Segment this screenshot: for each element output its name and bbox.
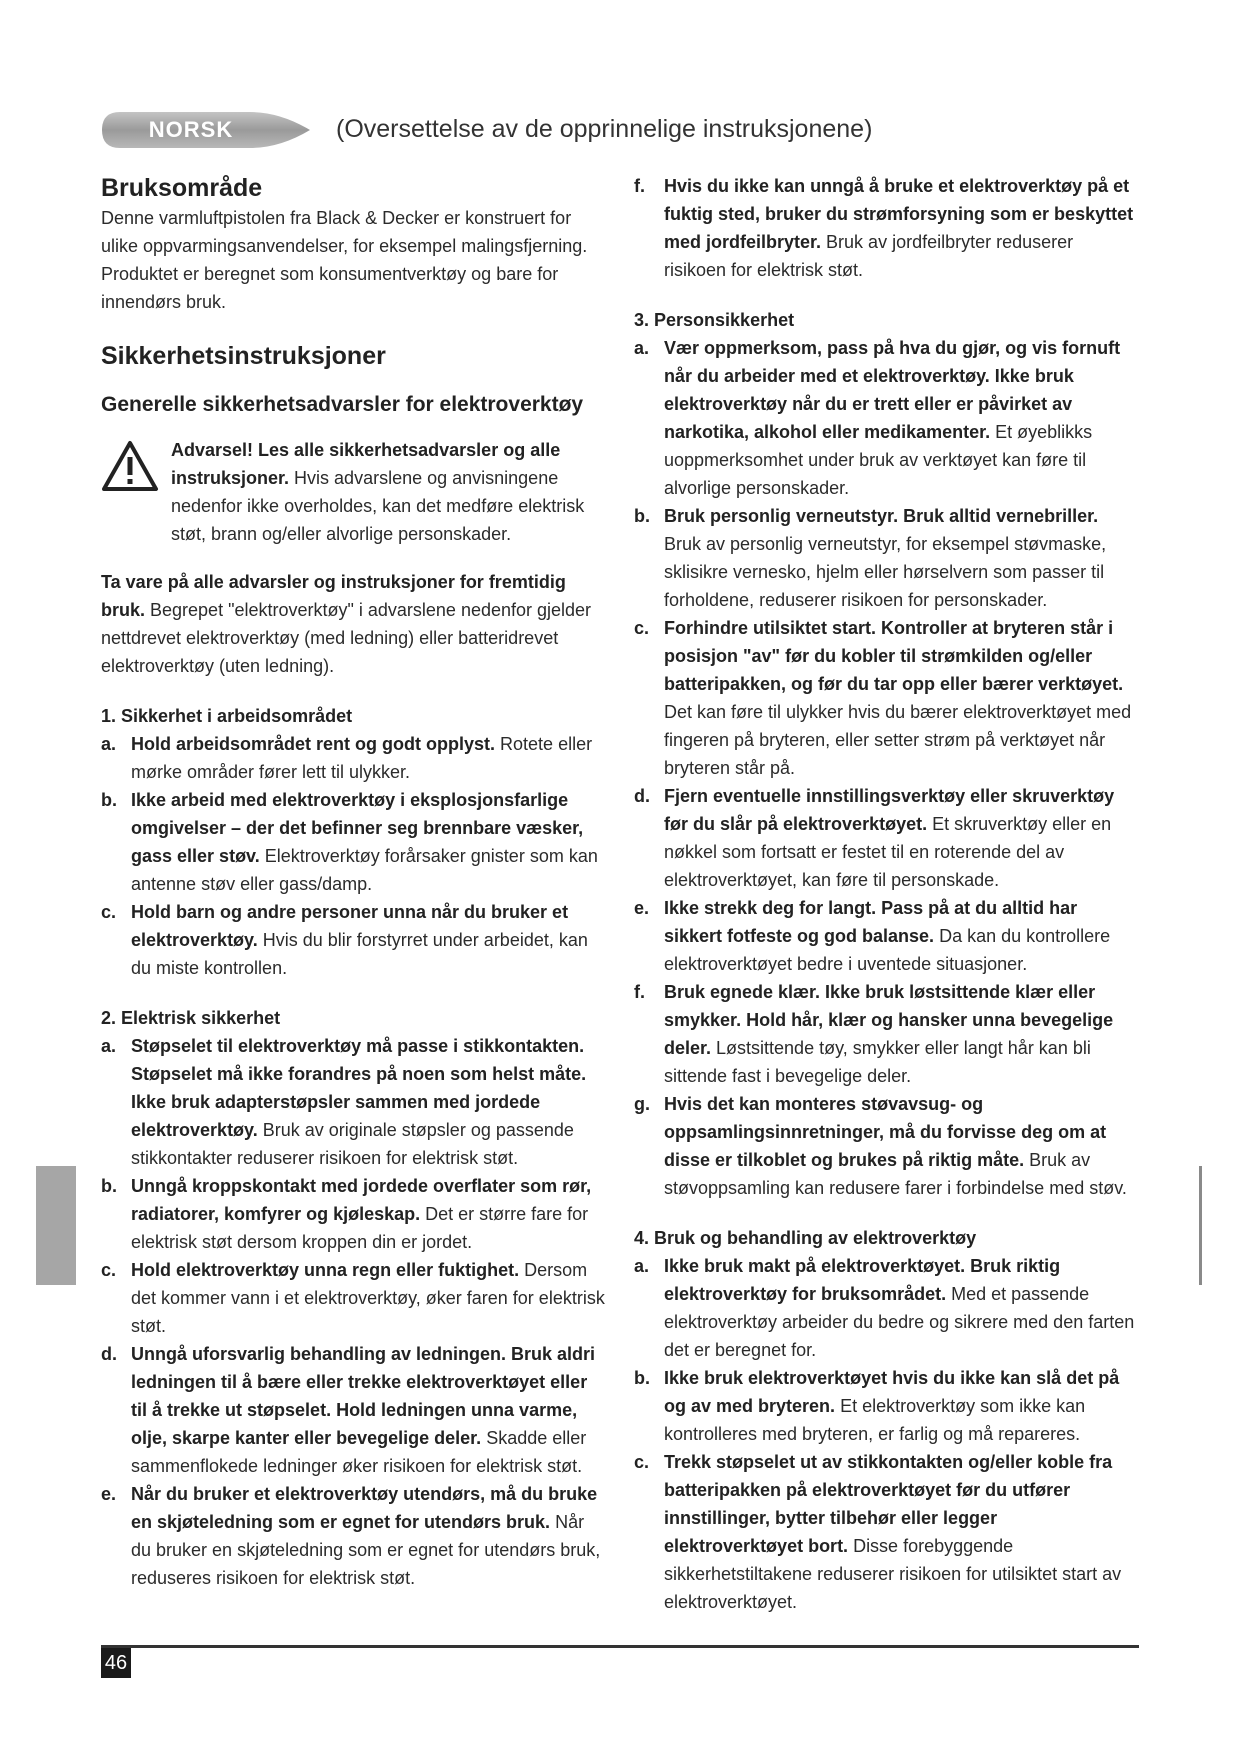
s1-c-bold: Hold barn og andre personer unna når du bruker et elektroverktøy. [131,902,569,950]
s2-d-letter: d. [101,1344,117,1364]
s3-f-text: Løstsittende tøy, smykker eller langt hår kan bli sittende fast i bevegelige deler. [664,1038,1091,1086]
s1-c-letter: c. [101,902,117,922]
s3-g-letter: g. [634,1094,650,1114]
s1-b-text: Elektroverktøy forårsaker gnister som kan antenne støv eller gass/damp. [131,846,598,894]
s2-b-letter: b. [101,1176,117,1196]
bruksomrade-text: Denne varmluftpistolen fra Black & Decker er konstruert for ulike oppvarmingsanvendelser, for eksempel malingsfjerning. Produktet er beregnet som konsumentverktøy og bare for innendørs bruk. [101,208,588,312]
s1-a-bold: Hold arbeidsområdet rent og godt opplyst. [131,734,496,754]
s3-g-text: Bruk av støvoppsamling kan redusere farer i forbindelse med støv. [664,1150,1127,1198]
s1-c-text: Hvis du blir forstyrret under arbeidet, kan du miste kontrollen. [131,930,588,978]
s3-a-bold: Vær oppmerksom, pass på hva du gjør, og vis fornuft når du arbeider med et elektroverktøy. Ikke bruk elektroverktøy når du er trett eller er påvirket av narkotika, alkohol eller medikamenter. [664,338,1121,442]
s4-a-bold: Ikke bruk makt på elektroverktøyet. Bruk riktig elektroverktøy for bruksområdet. [664,1256,1061,1304]
s4-b-bold: Ikke bruk elektroverktøyet hvis du ikke kan slå det på og av med bryteren. [664,1368,1120,1416]
bruksomrade-heading: Bruksområde [101,174,263,202]
s2-b-text: Det er større fare for elektrisk støt dersom kroppen din er jordet. [131,1204,589,1252]
s2-d-bold: Unngå uforsvarlig behandling av ledningen. Bruk aldri ledningen til å bære eller trekke elektroverktøyet eller til å trekke ut støpselet. Hold ledningen unna varme, olje, skarpe kanter eller bevegelige deler. [131,1344,596,1448]
page-subtitle: (Oversettelse av de opprinnelige instruksjonene) [336,115,873,143]
s3-d-bold: Fjern eventuelle innstillingsverktøy eller skruverktøy før du slår på elektroverktøyet. [664,786,1115,834]
section-1-title: 1. Sikkerhet i arbeidsområdet [101,706,353,726]
s4-c-letter: c. [634,1452,650,1472]
s4-c-bold: Trekk støpselet ut av stikkontakten og/eller koble fra batteripakken på elektroverktøyet før du utfører innstillinger, bytter tilbehør eller legger elektroverktøyet bort. [664,1452,1113,1556]
right-edge-marker [1199,1166,1202,1285]
s4-c-text: Disse forebyggende sikkerhetstiltakene reduserer risikoen for utilsiktet start av elektroverktøyet. [664,1536,1122,1612]
s3-b-text: Bruk av personlig verneutstyr, for eksempel støvmaske, sklisikre vernesko, hjelm eller hørselvern som passer til forholdene, reduserer risikoen for personskader. [664,534,1107,610]
s2-d-text: Skadde eller sammenflokede ledninger øker risikoen for elektrisk støt. [131,1428,587,1476]
s3-e-text: Da kan du kontrollere elektroverktøyet bedre i uventede situasjoner. [664,926,1111,974]
tavare-bold: Ta vare på alle advarsler og instruksjoner for fremtidig bruk. [101,572,566,620]
s2-c-text: Dersom det kommer vann i et elektroverktøy, øker faren for elektrisk støt. [131,1260,605,1336]
s1-a-text: Rotete eller mørke områder fører lett til ulykker. [131,734,593,782]
s1-a-letter: a. [101,734,117,754]
section-4-title: 4. Bruk og behandling av elektroverktøy [634,1228,977,1248]
section-3-title: 3. Personsikkerhet [634,310,795,330]
s2-e-letter: e. [101,1484,117,1504]
generelle-heading: Generelle sikkerhetsadvarsler for elektroverktøy [101,393,584,416]
right-column [634,172,1139,1616]
s2-f-bold: Hvis du ikke kan unngå å bruke et elektroverktøy på et fuktig sted, bruker du strømforsyning som er beskyttet med jordfeilbryter. [664,176,1134,252]
s4-b-letter: b. [634,1368,650,1388]
s3-e-bold: Ikke strekk deg for langt. Pass på at du alltid har sikkert fotfeste og god balanse. [664,898,1078,946]
s2-c-bold: Hold elektroverktøy unna regn eller fuktighet. [131,1260,520,1280]
s3-d-letter: d. [634,786,650,806]
warning-block [101,436,606,548]
s1-b-letter: b. [101,790,117,810]
s2-b-bold: Unngå kroppskontakt med jordede overflater som rør, radiatorer, komfyrer og kjøleskap. [131,1176,592,1224]
s2-e-bold: Når du bruker et elektroverktøy utendørs, må du bruke en skjøteledning som er egnet for utendørs bruk. [131,1484,598,1532]
warning-triangle-icon [101,440,159,492]
s4-a-letter: a. [634,1256,650,1276]
s3-f-letter: f. [634,982,645,1002]
warning-text: Hvis advarslene og anvisningene nedenfor ikke overholdes, kan det medføre elektrisk støt, brann og/eller alvorlige personskader. [171,468,585,544]
s3-c-letter: c. [634,618,650,638]
page-number: 46 [101,1648,131,1678]
left-column [101,172,606,1592]
s2-a-bold: Støpselet til elektroverktøy må passe i stikkontakten. Støpselet må ikke forandres på noen som helst måte. Ikke bruk adapterstøpsler sammen med jordede elektroverktøy. [131,1036,587,1140]
s3-f-bold: Bruk egnede klær. Ikke bruk løstsittende klær eller smykker. Hold hår, klær og hansker unna bevegelige deler. [664,982,1114,1058]
section-2-title: 2. Elektrisk sikkerhet [101,1008,281,1028]
s3-d-text: Et skruverktøy eller en nøkkel som fortsatt er festet til en roterende del av elektroverktøyet, kan føre til personskade. [664,814,1112,890]
s2-e-text: Når du bruker en skjøteledning som er egnet for utendørs bruk, reduseres risikoen for elektrisk støt. [131,1512,601,1588]
footer-rule [101,1645,1139,1648]
s4-a-text: Med et passende elektroverktøy arbeider du bedre og sikrere med den farten det er beregnet for. [664,1284,1135,1360]
tavare-paragraph [101,568,606,680]
s2-a-letter: a. [101,1036,117,1056]
s1-b-bold: Ikke arbeid med elektroverktøy i eksplosjonsfarlige omgivelser – der det befinner seg brennbare væsker, gass eller støv. [131,790,584,866]
s3-e-letter: e. [634,898,650,918]
s3-c-text: Det kan føre til ulykker hvis du bærer elektroverktøyet med fingeren på bryteren, eller setter strøm på verktøyet når bryteren står på. [664,702,1132,778]
s2-f-text: Bruk av jordfeilbryter reduserer risikoen for elektrisk støt. [664,232,1074,280]
sikkerhet-heading: Sikkerhetsinstruksjoner [101,342,386,370]
s3-b-bold: Bruk personlig verneutstyr. Bruk alltid vernebriller. [664,506,1099,526]
s3-a-text: Et øyeblikks uoppmerksomhet under bruk av verktøyet kan føre til alvorlige personskader. [664,422,1093,498]
s3-c-bold: Forhindre utilsiktet start. Kontroller at bryteren står i posisjon "av" før du kobler til strømkilden og/eller batteripakken, og før du tar opp eller bærer verktøyet. [664,618,1124,694]
s3-g-bold: Hvis det kan monteres støvavsug- og oppsamlingsinnretninger, må du forvisse deg om at disse er tilkoblet og brukes på riktig måte. [664,1094,1107,1170]
side-tab-marker [36,1166,76,1285]
warning-bold: Advarsel! Les alle sikkerhetsadvarsler og alle instruksjoner. [171,440,561,488]
s2-c-letter: c. [101,1260,117,1280]
tavare-text: Begrepet "elektroverktøy" i advarslene nedenfor gjelder nettdrevet elektroverktøy (med ledning) eller batteridrevet elektroverktøy (uten ledning). [101,600,592,676]
s2-a-text: Bruk av originale støpsler og passende stikkontakter reduserer risikoen for elektrisk støt. [131,1120,574,1168]
s4-b-text: Et elektroverktøy som ikke kan kontrolleres med bryteren, er farlig og må repareres. [664,1396,1086,1444]
s3-a-letter: a. [634,338,650,358]
language-badge: NORSK [148,117,234,142]
s2-f-letter: f. [634,176,645,196]
s3-b-letter: b. [634,506,650,526]
